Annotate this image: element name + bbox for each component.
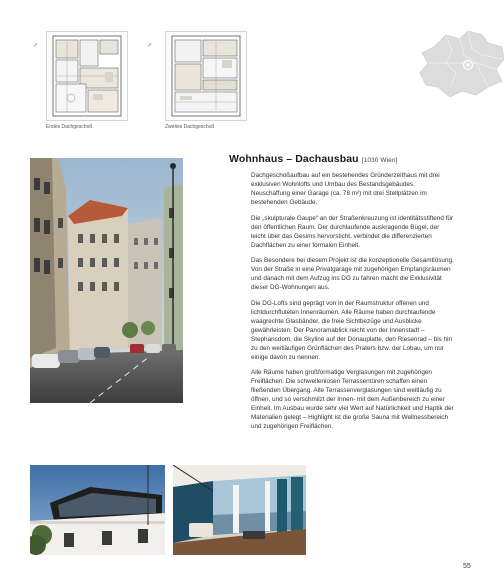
article-title-text: Wohnhaus – Dachausbau	[229, 153, 359, 165]
article-paragraph: Alle Räume haben großformatige Verglasungen mit zugehörigen Freiflächen. Die schwellenlosen Terrassentüren schaffen einen fließenden Übergang. Alle Terrassenverglasungen sind weitläufig zu öffnen, und so verschmilzt der Innen- mit dem Außenbereich zu einer Einheit. Im Ausbau wurde sehr viel Wert auf Natürlichkeit und Haptik der Materialien gelegt – Highlight ist die große Sauna mit Wellnessbereich und zugehörigen Freiflächen.	[251, 369, 454, 430]
article-paragraph: Die DG-Lofts sind geprägt von in der Raumstruktur offenen und lichtdurchfluteten Innenräumen. Alle Räume haben durchlaufende waagrechte Glasbänder, die freie Sichtbezüge und Ausblicke gewährleisten. Der Panoramablick reicht von der Innenstadt – Stephansdom, die Skyline auf der Donauplatte, den Riesenrad – bis hin zu den weitläufigen Grünflächen des Praters bzw. der Lobau, um nur einige davon zu nennen.	[251, 299, 453, 361]
street-view-photo	[30, 158, 183, 403]
article-paragraph: Die „skulpturale Gaupe“ an der Straßenkreuzung ist identitätsstiftend für den öffentlichen Raum. Der durchlaufende auskragende Bügel, der leicht über das Gesims hervorsticht, verbindet die differenzierten Dachflächen zu einer formalen Einheit.	[251, 214, 454, 249]
location-map	[416, 25, 504, 97]
north-arrow-icon: ⇗	[147, 43, 153, 49]
article-paragraph: Das Besondere bei diesem Projekt ist die konzeptionelle Gesamtlösung. Von der Straße in eine Privatgarage mit zugehörigen Empfangsräumen und danach mit dem Aufzug ins DG zu fahren macht die Exklusivität dieser DG-Wohnungen aus.	[251, 257, 454, 291]
north-arrow-icon: ⇗	[33, 43, 39, 49]
floor-plan-second-attic	[165, 31, 247, 121]
interior-loft-photo	[173, 465, 306, 555]
article-location: [1030 Wien]	[361, 157, 398, 164]
exterior-dormer-photo	[30, 465, 165, 555]
article-title	[229, 153, 398, 165]
floor-plan-first-attic	[46, 31, 128, 121]
page-number: 55	[463, 563, 471, 570]
floor-plan-first-caption: Erstes Dachgeschoß	[46, 124, 93, 130]
article-body	[251, 171, 454, 438]
article-paragraph: Dachgeschoßaufbau auf ein bestehendes Gründerzeithaus mit drei exklusiven Wohnlofts und Umbau des Bestandsgebäudes. Neuschaffung einer Garage (ca. 78 m²) mit drei Stellplätzen im bestehenden Gebäude.	[251, 172, 440, 206]
floor-plan-second-caption: Zweites Dachgeschoß	[165, 124, 215, 130]
